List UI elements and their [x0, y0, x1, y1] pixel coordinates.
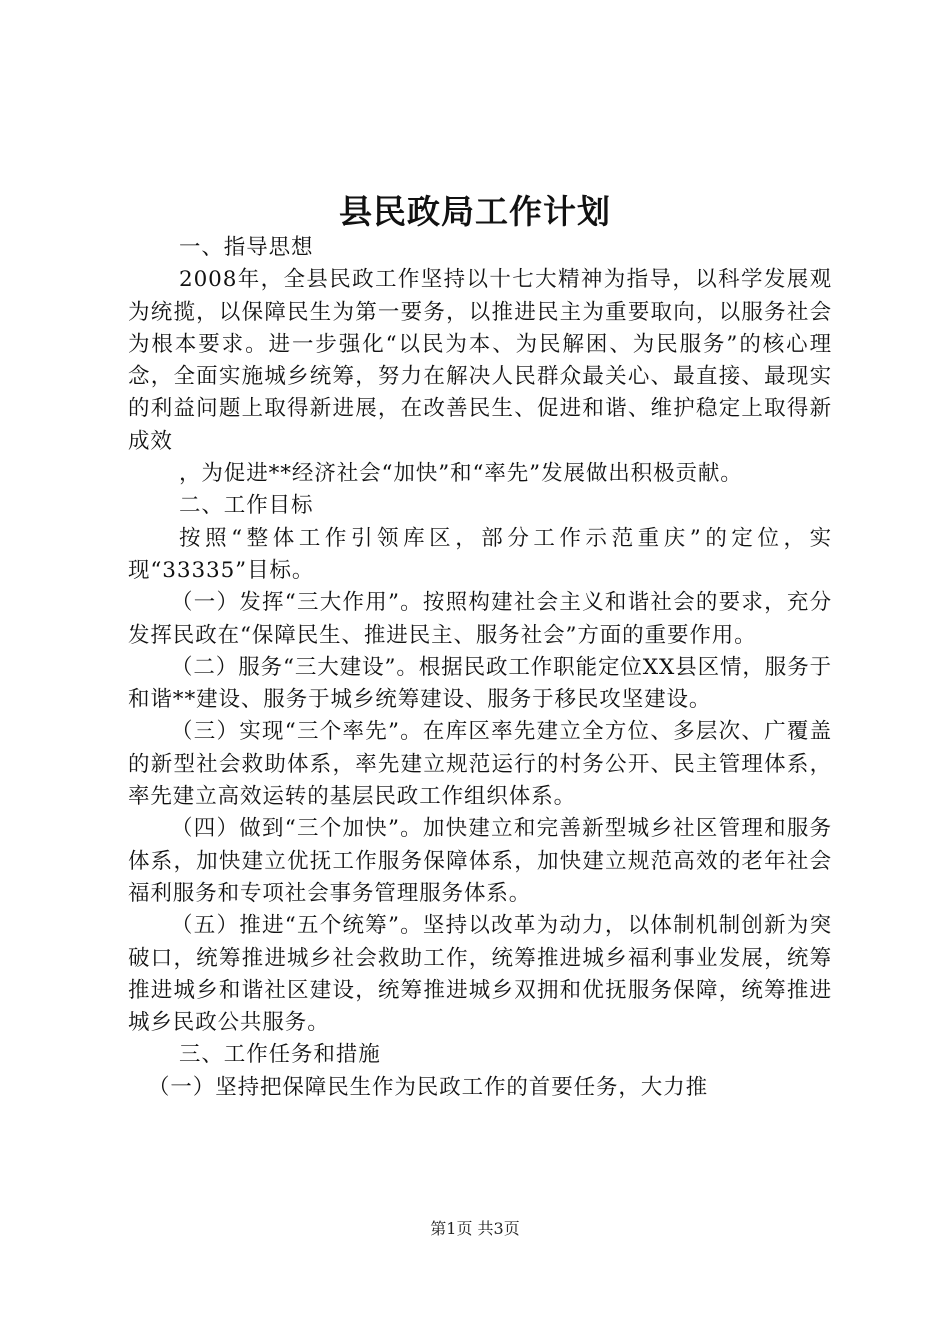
page-footer: 第1页 共3页 [430, 1219, 520, 1238]
document-body [128, 232, 832, 1104]
paragraph-guiding-ideology: 2008年，全县民政工作坚持以十七大精神为指导，以科学发展观为统揽，以保障民生为第一要务，以推进民主为重要取向，以服务社会为根本要求。进一步强化“以民为本、为民解困、为民服务”的核心理念，全面实施城乡统筹，努力在解决人民群众最关心、最直接、最现实的利益问题上取得新进展，在改善民生、促进和谐、维护稳定上取得新成效 [128, 267, 832, 454]
section-heading-tasks-measures: 三、工作任务和措施 [179, 1042, 381, 1068]
goal-item-4: （四）做到“三个加快”。加快建立和完善新型城乡社区管理和服务体系，加快建立优抚工作服务保障体系，加快建立规范高效的老年社会福利服务和专项社会事务管理服务体系。 [128, 816, 832, 906]
document-title: 县民政局工作计划 [339, 192, 611, 231]
paragraph-work-goals: 按照“整体工作引领库区，部分工作示范重庆”的定位，实现“33335”目标。 [128, 525, 832, 583]
section-heading-work-goals: 二、工作目标 [179, 493, 314, 519]
paragraph-guiding-ideology-continued: ，为促进**经济社会“加快”和“率先”发展做出积极贡献。 [179, 461, 743, 487]
goal-item-2: （二）服务“三大建设”。根据民政工作职能定位XX县区情，服务于和谐**建设、服务于城乡统筹建设、服务于移民攻坚建设。 [128, 654, 832, 713]
goal-item-1: （一）发挥“三大作用”。按照构建社会主义和谐社会的要求，充分发挥民政在“保障民生、推进民主、服务社会”方面的重要作用。 [128, 590, 832, 648]
task-item-1: （一）坚持把保障民生作为民政工作的首要任务，大力推 [148, 1074, 709, 1100]
goal-item-3: （三）实现“三个率先”。在库区率先建立全方位、多层次、广覆盖的新型社会救助体系，率先建立规范运行的村务公开、民主管理体系，率先建立高效运转的基层民政工作组织体系。 [128, 719, 832, 810]
goal-item-5: （五）推进“五个统筹”。坚持以改革为动力，以体制机制创新为突破口，统筹推进城乡社会救助工作，统筹推进城乡福利事业发展，统筹推进城乡和谐社区建设，统筹推进城乡双拥和优抚服务保障，统筹推进城乡民政公共服务。 [128, 913, 832, 1036]
section-heading-guiding-ideology: 一、指导思想 [179, 235, 314, 260]
